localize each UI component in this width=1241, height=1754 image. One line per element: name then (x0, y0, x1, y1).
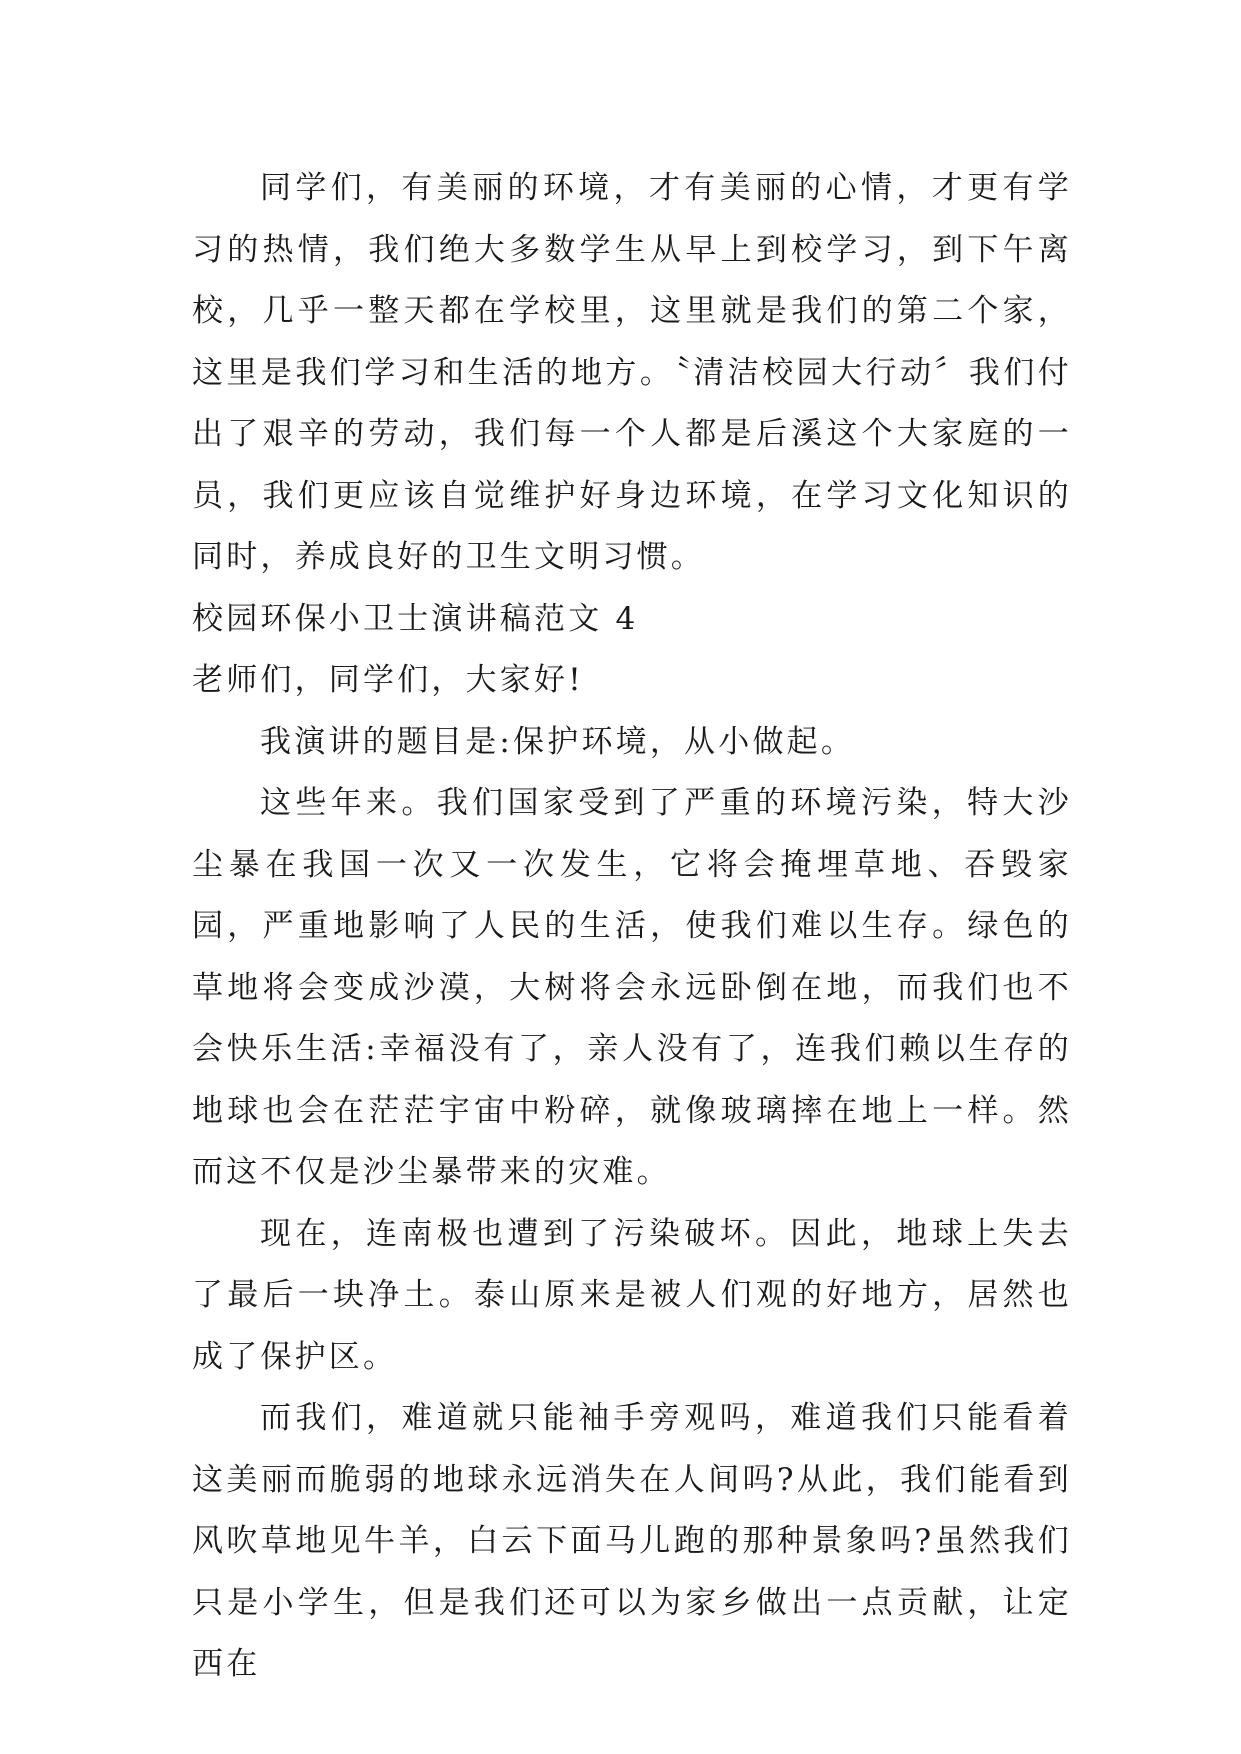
paragraph-antarctica: 现在，连南极也遭到了污染破坏。因此，地球上失去了最后一块净土。泰山原来是被人们观的好地方，居然也成了保护区。 (192, 1215, 1072, 1375)
paragraph-sandstorm: 这些年来。我们国家受到了严重的环境污染，特大沙尘暴在我国一次又一次发生，它将会掩埋草地、吞毁家园，严重地影响了人民的生活，使我们难以生存。绿色的草地将会变成沙漠，大树将会永远卧倒在地，而我们也不会快乐生活:幸福没有了，亲人没有了，连我们赖以生存的地球也会在茫茫宇宙中粉碎，就像玻璃摔在地上一样。然而这不仅是沙尘暴带来的灾难。 (192, 785, 1072, 1190)
section-heading: 校园环保小卫士演讲稿范文 4 (192, 600, 639, 637)
greeting-line: 老师们，同学们，大家好! (192, 662, 584, 698)
document-body (192, 158, 1072, 1696)
paragraph-speech-topic: 我演讲的题目是:保护环境，从小做起。 (260, 723, 856, 760)
paragraph-call-to-action: 而我们，难道就只能袖手旁观吗，难道我们只能看着这美丽而脆弱的地球永远消失在人间吗?从此，我们能看到风吹草地见牛羊，白云下面马儿跑的那种景象吗?虽然我们只是小学生，但是我们还可以为家乡做出一点贡献，让定西在 (192, 1400, 1072, 1682)
paragraph-clean-campus: 同学们，有美丽的环境，才有美丽的心情，才更有学习的热情，我们绝大多数学生从早上到校学习，到下午离校，几乎一整天都在学校里，这里就是我们的第二个家，这里是我们学习和生活的地方。〝清洁校园大行动〞我们付出了艰辛的劳动，我们每一个人都是后溪这个大家庭的一员，我们更应该自觉维护好身边环境，在学习文化知识的同时，养成良好的卫生文明习惯。 (192, 170, 1072, 575)
